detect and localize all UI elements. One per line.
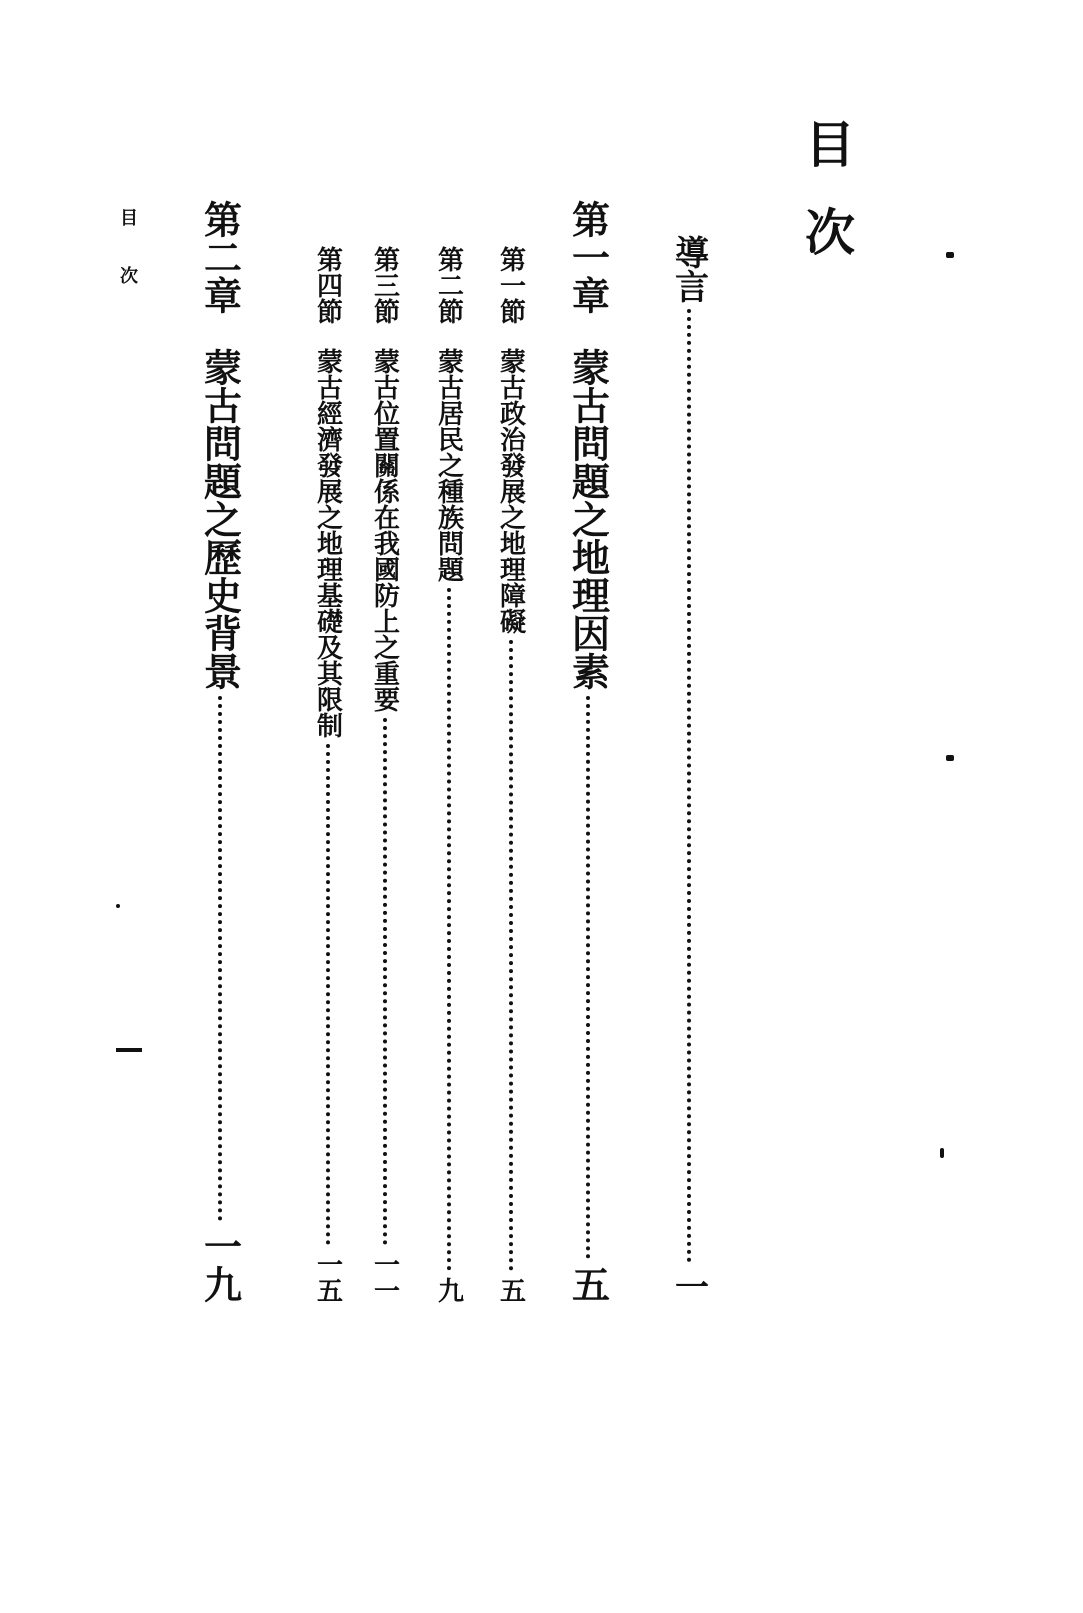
entry-label: 第一章 bbox=[565, 200, 611, 314]
ink-speck bbox=[946, 755, 954, 761]
dot-leader bbox=[383, 718, 387, 1245]
entry-title: 蒙古位置關係在我國防上之重要 bbox=[369, 348, 400, 712]
toc-heading: 目次 bbox=[797, 118, 856, 294]
toc-entry-section-3 bbox=[366, 246, 404, 1303]
dot-leader bbox=[218, 696, 222, 1221]
toc-entry-section-1 bbox=[492, 246, 530, 1303]
toc-entry-section-2 bbox=[430, 246, 468, 1303]
entry-title: 導言 bbox=[668, 235, 709, 303]
entry-title: 蒙古居民之種族問題 bbox=[433, 348, 464, 582]
ink-speck bbox=[116, 904, 120, 908]
entry-page-number: 五 bbox=[565, 1265, 611, 1303]
dot-leader bbox=[326, 744, 330, 1245]
entry-title: 蒙古經濟發展之地理基礎及其限制 bbox=[312, 348, 343, 738]
toc-entry-intro bbox=[664, 235, 714, 1303]
entry-page-number: 五 bbox=[495, 1277, 526, 1303]
entry-page-number: 一九 bbox=[197, 1227, 243, 1303]
entry-page-number: 一五 bbox=[312, 1251, 343, 1303]
folio-mark bbox=[116, 1048, 142, 1052]
entry-title: 蒙古問題之地理因素 bbox=[565, 348, 611, 690]
dot-leader bbox=[687, 309, 691, 1263]
entry-title: 蒙古問題之歷史背景 bbox=[197, 348, 243, 690]
entry-label: 第四節 bbox=[312, 246, 343, 324]
entry-title: 蒙古政治發展之地理障礙 bbox=[495, 348, 526, 634]
running-head: 目次 bbox=[117, 208, 138, 324]
entry-page-number: 一 bbox=[668, 1269, 709, 1303]
dot-leader bbox=[447, 588, 451, 1271]
entry-label: 第二章 bbox=[197, 200, 243, 314]
ink-speck bbox=[946, 252, 954, 258]
entry-label: 第一節 bbox=[495, 246, 526, 324]
toc-entry-chapter-2 bbox=[192, 200, 248, 1303]
entry-label: 第三節 bbox=[369, 246, 400, 324]
ink-speck bbox=[940, 1148, 944, 1158]
entry-page-number: 一一 bbox=[369, 1251, 400, 1303]
entry-page-number: 九 bbox=[433, 1277, 464, 1303]
toc-entry-section-4 bbox=[309, 246, 347, 1303]
dot-leader bbox=[509, 640, 513, 1271]
toc-entry-chapter-1 bbox=[560, 200, 616, 1303]
entry-label: 第二節 bbox=[433, 246, 464, 324]
dot-leader bbox=[586, 696, 590, 1259]
